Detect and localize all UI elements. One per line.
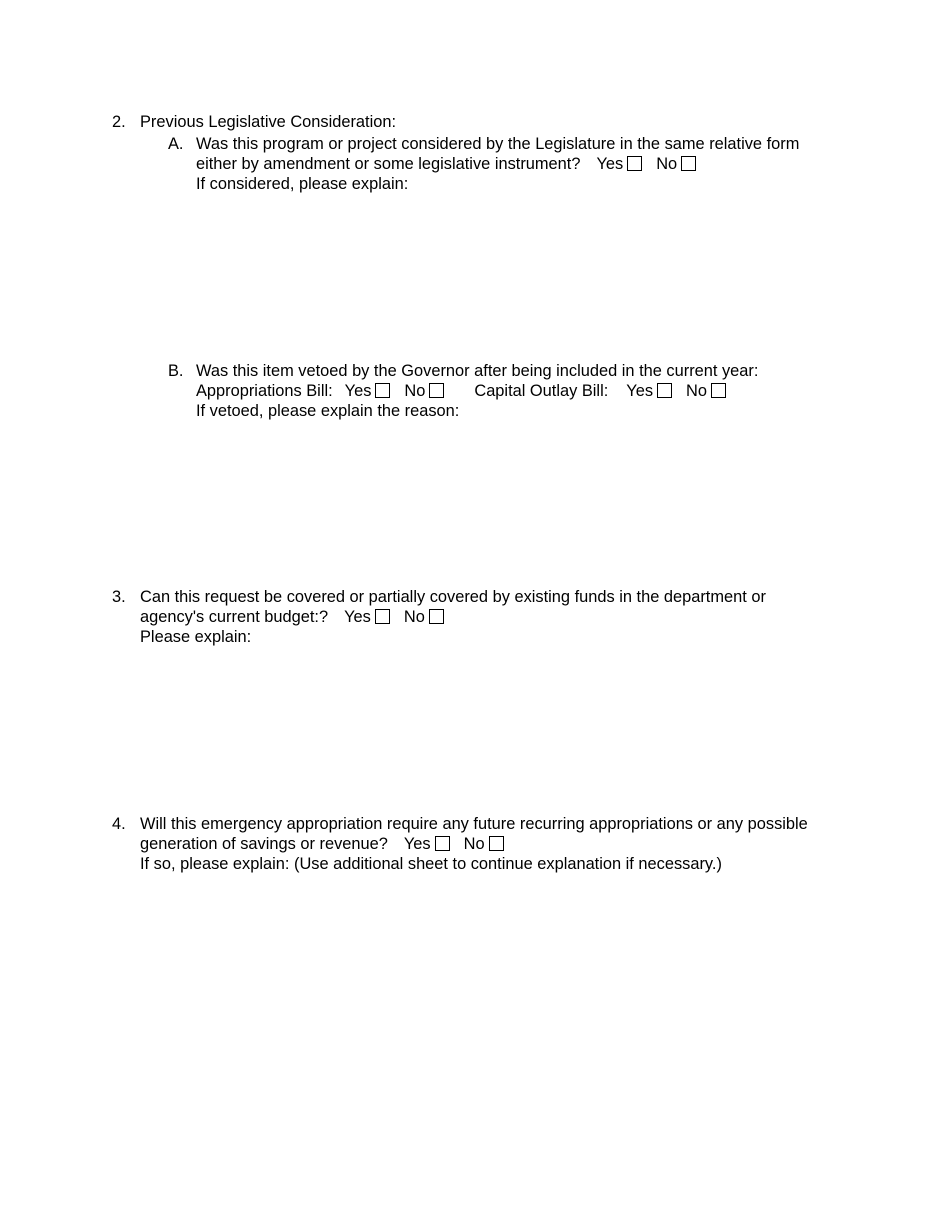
q3-no-checkbox[interactable] — [429, 609, 444, 624]
q2b-approp-yes-checkbox[interactable] — [375, 383, 390, 398]
q2b-line1: Was this item vetoed by the Governor after being included in the current year: — [196, 362, 759, 380]
q2b-approp-label: Appropriations Bill: — [196, 382, 333, 400]
q2b-approp-no-label: No — [404, 382, 426, 400]
q4-explain: If so, please explain: (Use additional sheet to continue explanation if necessary.) — [140, 855, 722, 873]
q2b-capital-no-label: No — [686, 382, 707, 400]
q2a-line1: Was this program or project considered by the Legislature in the same relative form — [196, 135, 800, 153]
q4-no-checkbox[interactable] — [489, 836, 504, 851]
q3-number: 3. — [112, 588, 126, 606]
q2b-capital-no-checkbox[interactable] — [711, 383, 726, 398]
q2b-capital-yes-checkbox[interactable] — [657, 383, 672, 398]
q3-yes-label: Yes — [344, 608, 371, 626]
q2a-no-checkbox[interactable] — [681, 156, 696, 171]
q2b-capital-label: Capital Outlay Bill: — [474, 382, 609, 400]
q4-line2: generation of savings or revenue? — [140, 835, 388, 853]
q2a-letter: A. — [168, 135, 184, 153]
q2b-explain: If vetoed, please explain the reason: — [196, 402, 460, 420]
q2a-yes-checkbox[interactable] — [627, 156, 642, 171]
q2-title: Previous Legislative Consideration: — [140, 113, 397, 131]
q3-yes-checkbox[interactable] — [375, 609, 390, 624]
q3-no-label: No — [403, 608, 425, 626]
q4-line2-row — [140, 834, 504, 854]
q4-yes-label: Yes — [403, 835, 431, 853]
q2a-explanation-area[interactable] — [196, 196, 836, 346]
q3-line2: agency's current budget:? — [140, 608, 329, 626]
q2b-explanation-area[interactable] — [196, 423, 836, 573]
q2b-capital-yes-label: Yes — [626, 382, 654, 400]
q2a-explain: If considered, please explain: — [196, 175, 409, 193]
q2b-approp-no-checkbox[interactable] — [429, 383, 444, 398]
q2-number: 2. — [112, 113, 126, 131]
q2a-line2-row — [196, 154, 696, 174]
q3-line2-row — [140, 607, 444, 627]
q4-number: 4. — [112, 815, 126, 833]
q2a-yes-label: Yes — [596, 155, 624, 173]
q3-explanation-area[interactable] — [140, 649, 840, 799]
q2a-line2: either by amendment or some legislative instrument? — [196, 155, 581, 173]
q3-explain: Please explain: — [140, 628, 252, 646]
q4-explanation-area[interactable] — [140, 876, 840, 1176]
q2a-no-label: No — [656, 155, 678, 173]
q4-yes-checkbox[interactable] — [435, 836, 450, 851]
q2b-approp-yes-label: Yes — [344, 382, 372, 400]
q4-no-label: No — [463, 835, 485, 853]
q2b-line2-row — [196, 381, 726, 401]
q3-line1: Can this request be covered or partially covered by existing funds in the department or — [140, 588, 766, 606]
q2b-letter: B. — [168, 362, 184, 380]
q4-line1: Will this emergency appropriation require any future recurring appropriations or any possible — [140, 815, 808, 833]
